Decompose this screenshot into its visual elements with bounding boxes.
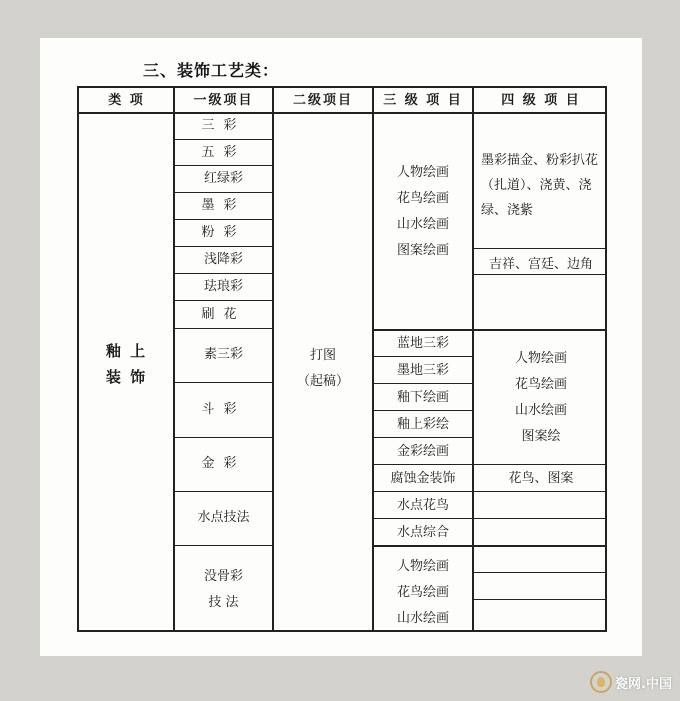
row-divider: [372, 464, 607, 465]
level3-item: 金彩绘画: [396, 444, 449, 459]
header-level2: 二级项目: [292, 93, 353, 108]
row-divider: [372, 491, 607, 492]
level3-item: 水点花鸟: [396, 498, 449, 513]
row-divider: [372, 518, 607, 519]
row-divider: [173, 165, 273, 166]
row-divider: [372, 383, 472, 384]
row-divider: [173, 328, 273, 329]
level3-item: 人物绘画: [396, 165, 449, 180]
level1-item: 墨彩: [201, 198, 246, 213]
header-level3: 三 级 项 目: [383, 93, 463, 108]
row-divider: [173, 246, 273, 247]
row-divider: [472, 274, 607, 275]
watermark: [590, 671, 672, 693]
category-line: 装 饰: [105, 368, 148, 386]
level3-item: 水点综合: [396, 525, 449, 540]
level4-group: [473, 346, 609, 450]
level2-line: （起稿）: [296, 374, 349, 389]
level3-item: 釉下绘画: [396, 390, 449, 405]
category-line: 釉 上: [105, 342, 148, 360]
row-divider: [372, 410, 472, 411]
level4-item: 吉祥、宫廷、边角: [488, 257, 593, 272]
level1-item-line: 没骨彩: [203, 569, 243, 584]
level3-item: 腐蚀金装饰: [390, 471, 456, 486]
level3-group: [373, 160, 473, 264]
section-heading: 三、装饰工艺类：: [143, 61, 280, 80]
header-divider: [79, 112, 607, 114]
level1-item: 素三彩: [203, 347, 243, 362]
level4-item: 花鸟、图案: [508, 471, 574, 486]
level1-item: [174, 564, 273, 616]
row-divider: [472, 248, 607, 249]
level3-item: 图案绘画: [396, 243, 449, 258]
level1-item: 浅降彩: [203, 252, 243, 267]
row-divider: [173, 491, 273, 492]
level1-item: 三彩: [201, 118, 246, 133]
level2-line: 打图: [309, 348, 336, 363]
decoration-craft-table: [77, 86, 607, 632]
category-cell: [79, 338, 174, 390]
row-divider: [472, 572, 607, 573]
level3-item: 釉上彩绘: [396, 417, 449, 432]
level1-item: 刷花: [201, 307, 246, 322]
vase-logo-icon: [590, 671, 612, 693]
header-level4: 四 级 项 目: [501, 93, 581, 108]
row-divider: [173, 273, 273, 274]
header-category: 类 项: [108, 93, 145, 108]
level1-item: 红绿彩: [203, 171, 243, 186]
row-divider: [173, 219, 273, 220]
level1-item: 斗彩: [201, 402, 246, 417]
level3-item: 蓝地三彩: [396, 336, 449, 351]
level3-item: 墨地三彩: [396, 363, 449, 378]
level3-item: 人物绘画: [396, 559, 449, 574]
watermark-text: 瓷网.中国: [615, 676, 672, 692]
level1-item: 五彩: [201, 145, 246, 160]
level3-item: 花鸟绘画: [396, 191, 449, 206]
row-divider: [372, 545, 607, 547]
level3-item: 花鸟绘画: [396, 585, 449, 600]
level4-item: 山水绘画: [514, 403, 567, 418]
level1-item: 珐琅彩: [203, 279, 243, 294]
row-divider: [173, 545, 273, 546]
level4-techniques: 墨彩描金、粉彩扒花（扎道）、浇黄、浇绿、浇紫: [481, 153, 599, 218]
level1-item: 粉彩: [201, 225, 246, 240]
level1-item: 水点技法: [197, 510, 250, 525]
row-divider: [173, 192, 273, 193]
header-level1: 一级项目: [193, 93, 254, 108]
row-divider: [372, 356, 472, 357]
level3-item: 山水绘画: [396, 217, 449, 232]
level1-item: 金彩: [201, 456, 246, 471]
level4-item: 人物绘画: [514, 351, 567, 366]
level1-item-line: 技 法: [208, 595, 239, 610]
level3-item: 山水绘画: [396, 611, 449, 626]
row-divider: [173, 300, 273, 301]
row-divider: [372, 437, 472, 438]
level3-group: [373, 554, 473, 632]
level4-item: 花鸟绘画: [514, 377, 567, 392]
row-divider: [173, 437, 273, 438]
row-divider: [372, 329, 607, 331]
row-divider: [173, 139, 273, 140]
row-divider: [472, 599, 607, 600]
level4-item: 图案绘: [521, 429, 561, 444]
level2-cell: [273, 343, 373, 395]
row-divider: [173, 382, 273, 383]
